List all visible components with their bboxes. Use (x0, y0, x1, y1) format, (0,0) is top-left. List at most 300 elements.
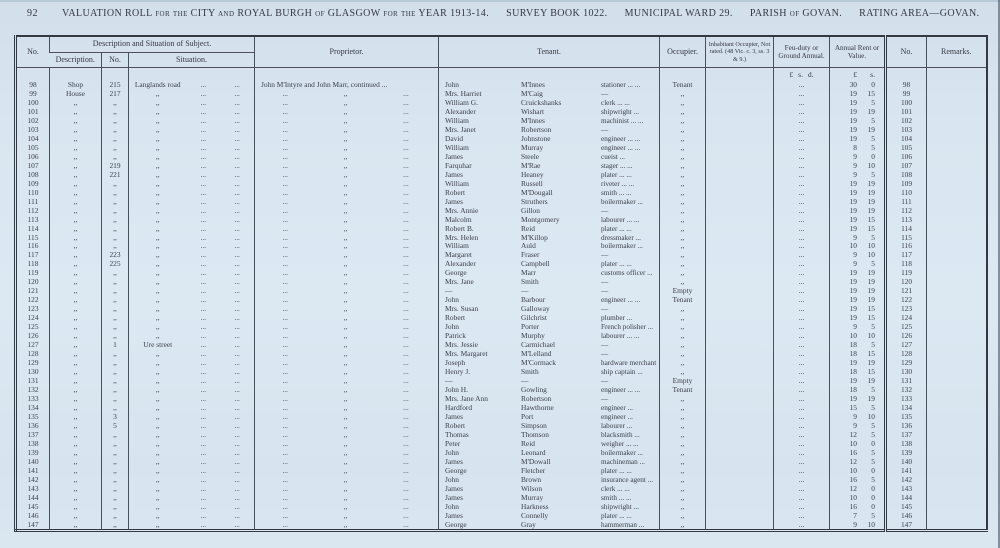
ditto-mark: ,, (343, 457, 348, 466)
situation-cell: ,, ... ... (129, 251, 255, 260)
entry-no-cell: 141 (27, 466, 39, 475)
leader-dots: ... (234, 412, 240, 421)
tenant-forename: Mrs. Susan (445, 305, 479, 314)
annual-rent-cell (830, 198, 886, 207)
tenant-cell (439, 458, 660, 467)
situation-cell: ,, ... ... (129, 494, 255, 503)
table-row (16, 278, 987, 287)
table-row (16, 90, 987, 99)
entry-no-right-cell: 130 (886, 368, 927, 377)
rent-pounds: 19 (849, 116, 857, 125)
rent-shillings: 19 (867, 394, 875, 403)
description-cell: ,, (50, 386, 102, 395)
leader-dots: ... (403, 412, 409, 421)
leader-dots: ... (234, 359, 240, 368)
situation-cell: ,, ... ... (129, 269, 255, 278)
entry-no-right-cell: 144 (886, 494, 927, 503)
tenant-occupation: — (601, 125, 609, 134)
rent-shillings: 5 (871, 170, 875, 179)
leader-dots: ... (234, 493, 240, 502)
tenant-cell (439, 117, 660, 126)
feu-duty-units-label: £ s. d. (774, 68, 830, 82)
situation-cell: ,, ... ... (129, 90, 255, 99)
remarks-cell (927, 90, 987, 99)
ditto-mark: ,, (343, 134, 348, 143)
street-no-cell: 223 (102, 251, 129, 260)
proprietor-cell (255, 314, 439, 323)
table-row (16, 171, 987, 180)
leader-dots: ... (200, 368, 207, 377)
tenant-surname: Reid (521, 439, 535, 448)
tenant-occupation: ship captain ... (601, 368, 643, 377)
occupier-cell: ,, (660, 269, 706, 278)
leader-dots: ... (234, 81, 240, 90)
rent-pounds: 9 (853, 251, 857, 260)
description-cell: ,, (50, 494, 102, 503)
tenant-cell (439, 269, 660, 278)
tenant-cell (439, 449, 660, 458)
tenant-surname: Carmichael (521, 341, 556, 350)
leader-dots: ... (200, 233, 207, 242)
rent-shillings: 0 (871, 152, 875, 161)
parish-label: PARISH of GOVAN. (749, 8, 843, 19)
leader-dots: ... (200, 394, 207, 403)
situation-cell: ,, ... ... (129, 350, 255, 359)
annual-rent-cell (830, 278, 886, 287)
table-row (16, 260, 987, 269)
annual-rent-cell (830, 377, 886, 386)
rent-shillings: 5 (871, 260, 875, 269)
annual-rent-cell (830, 153, 886, 162)
remarks-cell (927, 476, 987, 485)
leader-dots: ... (403, 98, 409, 107)
street-no-cell: ,, (102, 512, 129, 521)
tenant-surname: Port (521, 412, 534, 421)
feu-duty-cell: ... (774, 162, 830, 171)
proprietor-cell (255, 332, 439, 341)
remarks-cell (927, 350, 987, 359)
tenant-occupation: clerk ... ... (601, 98, 630, 107)
rent-pounds: 9 (853, 323, 857, 332)
proprietor-cell (255, 171, 439, 180)
feu-duty-cell: ... (774, 422, 830, 431)
feu-duty-cell: ... (774, 233, 830, 242)
remarks-cell (927, 485, 987, 494)
rent-pounds: 18 (849, 368, 857, 377)
inhabitant-occupier-cell (706, 359, 774, 368)
tenant-surname: Barbour (521, 296, 546, 305)
situation-cell: ,, ... ... (129, 377, 255, 386)
tenant-cell (439, 287, 660, 296)
entry-no-cell: 108 (27, 170, 39, 179)
rent-shillings: 15 (867, 350, 875, 359)
leader-dots: ... (282, 314, 288, 323)
feu-duty-cell: ... (774, 520, 830, 530)
remarks-cell (927, 520, 987, 530)
tenant-forename: Alexander (445, 260, 476, 269)
entry-no-cell: 103 (27, 125, 39, 134)
entry-no-right-cell: 112 (886, 207, 927, 216)
leader-dots: ... (234, 439, 240, 448)
street-no-cell: ,, (102, 207, 129, 216)
street-no-cell: ,, (102, 520, 129, 530)
ditto-mark: ,, (343, 296, 348, 305)
leader-dots: ... (282, 368, 288, 377)
tenant-cell (439, 350, 660, 359)
table-row (16, 449, 987, 458)
table-row (16, 287, 987, 296)
leader-dots: ... (403, 188, 409, 197)
street-no-cell: ,, (102, 126, 129, 135)
feu-duty-cell: ... (774, 287, 830, 296)
occupier-cell: ,, (660, 467, 706, 476)
inhabitant-occupier-cell (706, 350, 774, 359)
tenant-surname: Gray (521, 520, 536, 529)
street-no-cell: ,, (102, 135, 129, 144)
col-header-situation: Situation. (129, 53, 255, 68)
tenant-surname: Murphy (521, 332, 545, 341)
col-header-annual-rent: Annual Rent or Value. (830, 36, 886, 68)
remarks-cell (927, 296, 987, 305)
remarks-cell (927, 171, 987, 180)
rent-shillings: 5 (871, 448, 875, 457)
table-row (16, 269, 987, 278)
rent-pounds: 9 (853, 170, 857, 179)
leader-dots: ... (234, 385, 240, 394)
ditto-mark: ,, (343, 475, 348, 484)
rent-shillings: 15 (867, 305, 875, 314)
rent-shillings: 5 (871, 116, 875, 125)
leader-dots: ... (403, 224, 409, 233)
inhabitant-occupier-cell (706, 467, 774, 476)
entry-no-cell: 129 (27, 359, 39, 368)
table-row (16, 512, 987, 521)
remarks-cell (927, 404, 987, 413)
remarks-cell (927, 260, 987, 269)
tenant-occupation: hardware merchant (601, 359, 657, 368)
description-cell: ,, (50, 269, 102, 278)
tenant-forename: James (445, 152, 464, 161)
entry-no-cell: 144 (27, 493, 39, 502)
situation-cell: ,, ... ... (129, 99, 255, 108)
table-row (16, 225, 987, 234)
occupier-cell: Empty (660, 287, 706, 296)
street-no-cell: ,, (102, 386, 129, 395)
situation-cell: ,, ... ... (129, 431, 255, 440)
annual-rent-cell (830, 233, 886, 242)
situation-cell: ,, ... ... (129, 467, 255, 476)
ditto-mark: ,, (343, 412, 348, 421)
inhabitant-occupier-cell (706, 207, 774, 216)
entry-no-right-cell: 115 (886, 233, 927, 242)
street-no-cell: ,, (102, 368, 129, 377)
entry-no-right-cell: 129 (886, 359, 927, 368)
leader-dots: ... (234, 350, 240, 359)
leader-dots: ... (200, 206, 207, 215)
tenant-forename: Alexander (445, 107, 476, 116)
leader-dots: ... (234, 403, 240, 412)
entry-no-right-cell: 122 (886, 296, 927, 305)
tenant-cell (439, 485, 660, 494)
entry-no-cell: 102 (27, 116, 39, 125)
tenant-cell (439, 476, 660, 485)
description-cell: ,, (50, 251, 102, 260)
proprietor-cell (255, 494, 439, 503)
occupier-cell: ,, (660, 404, 706, 413)
table-row (16, 117, 987, 126)
entry-no-cell: 121 (27, 287, 39, 296)
remarks-cell (927, 449, 987, 458)
tenant-cell (439, 278, 660, 287)
leader-dots: ... (403, 341, 409, 350)
annual-rent-cell (830, 323, 886, 332)
feu-duty-cell: ... (774, 395, 830, 404)
entry-no-right-cell: 106 (886, 153, 927, 162)
tenant-surname: M'Cormack (521, 359, 556, 368)
leader-dots: ... (403, 278, 409, 287)
entry-no-cell: 138 (27, 439, 39, 448)
remarks-cell (927, 233, 987, 242)
proprietor-cell (255, 225, 439, 234)
situation-cell: ,, ... ... (129, 485, 255, 494)
tenant-forename: John (445, 296, 459, 305)
feu-duty-cell: ... (774, 467, 830, 476)
tenant-surname: Connelly (521, 511, 549, 520)
annual-rent-cell (830, 467, 886, 476)
leader-dots: ... (282, 493, 288, 502)
annual-rent-cell (830, 341, 886, 350)
tenant-occupation: engineer ... ... (601, 296, 641, 305)
ditto-mark: ,, (343, 242, 348, 251)
table-row (16, 207, 987, 216)
rent-shillings: 5 (871, 421, 875, 430)
street-no-cell: ,, (102, 305, 129, 314)
tenant-occupation: — (601, 287, 609, 296)
entry-no-cell: 114 (27, 224, 39, 233)
tenant-occupation: blacksmith ... (601, 430, 640, 439)
leader-dots: ... (200, 466, 207, 475)
leader-dots: ... (200, 475, 207, 484)
tenant-occupation: plater ... ... (601, 260, 632, 269)
situation-cell: ,, ... ... (129, 449, 255, 458)
proprietor-cell (255, 350, 439, 359)
description-cell: ,, (50, 108, 102, 117)
leader-dots: ... (403, 206, 409, 215)
situation-cell: ,, ... ... (129, 162, 255, 171)
entry-no-right-cell: 109 (886, 180, 927, 189)
leader-dots: ... (234, 305, 240, 314)
leader-dots: ... (282, 179, 288, 188)
ditto-mark: ,, (343, 287, 348, 296)
proprietor-cell (255, 413, 439, 422)
leader-dots: ... (234, 143, 240, 152)
inhabitant-occupier-cell (706, 233, 774, 242)
occupier-cell: ,, (660, 180, 706, 189)
annual-rent-cell (830, 108, 886, 117)
inhabitant-occupier-cell (706, 99, 774, 108)
entry-no-cell: 101 (27, 107, 39, 116)
leader-dots: ... (282, 197, 288, 206)
street-no-cell: ,, (102, 233, 129, 242)
tenant-occupation: shipwright ... (601, 502, 639, 511)
tenant-occupation: machinist ... ... (601, 116, 644, 125)
proprietor-cell (255, 162, 439, 171)
rent-shillings: 15 (867, 89, 875, 98)
leader-dots: ... (282, 206, 288, 215)
description-cell: ,, (50, 296, 102, 305)
rating-area-label: RATING AREA—GOVAN. (859, 8, 980, 19)
tenant-cell (439, 494, 660, 503)
ditto-mark: ,, (343, 179, 348, 188)
leader-dots: ... (403, 475, 409, 484)
leader-dots: ... (403, 376, 409, 385)
leader-dots: ... (403, 170, 409, 179)
annual-rent-cell (830, 494, 886, 503)
tenant-occupation: clerk ... ... (601, 484, 630, 493)
tenant-cell (439, 422, 660, 431)
entry-no-right-cell: 142 (886, 476, 927, 485)
tenant-occupation: labourer ... ... (601, 332, 640, 341)
table-row (16, 233, 987, 242)
annual-rent-cell (830, 476, 886, 485)
tenant-cell (439, 377, 660, 386)
ditto-mark: ,, (343, 484, 348, 493)
leader-dots: ... (282, 332, 288, 341)
rent-shillings: 19 (867, 278, 875, 287)
table-row (16, 198, 987, 207)
street-no-cell: ,, (102, 350, 129, 359)
table-row (16, 494, 987, 503)
inhabitant-occupier-cell (706, 260, 774, 269)
leader-dots: ... (282, 287, 288, 296)
tenant-forename: George (445, 269, 467, 278)
occupier-cell: ,, (660, 251, 706, 260)
tenant-cell (439, 225, 660, 234)
tenant-surname: Gilchrist (521, 314, 547, 323)
leader-dots: ... (234, 323, 240, 332)
tenant-surname: Galloway (521, 305, 550, 314)
situation-cell: ,, ... ... (129, 108, 255, 117)
inhabitant-occupier-cell (706, 251, 774, 260)
inhabitant-occupier-cell (706, 269, 774, 278)
table-row (16, 126, 987, 135)
description-cell: ,, (50, 305, 102, 314)
occupier-cell: ,, (660, 278, 706, 287)
inhabitant-occupier-cell (706, 296, 774, 305)
tenant-surname: Harkness (521, 502, 549, 511)
leader-dots: ... (200, 215, 207, 224)
feu-duty-cell: ... (774, 180, 830, 189)
rent-shillings: 0 (871, 484, 875, 493)
leader-dots: ... (403, 421, 409, 430)
leader-dots: ... (403, 448, 409, 457)
occupier-cell: ,, (660, 368, 706, 377)
entry-no-cell: 136 (27, 421, 39, 430)
proprietor-cell (255, 395, 439, 404)
tenant-cell (439, 413, 660, 422)
proprietor-cell (255, 449, 439, 458)
ditto-mark: ,, (343, 215, 348, 224)
occupier-cell: ,, (660, 216, 706, 225)
situation-cell: ,, ... ... (129, 287, 255, 296)
leader-dots: ... (403, 466, 409, 475)
feu-duty-cell: ... (774, 503, 830, 512)
occupier-cell: ,, (660, 189, 706, 198)
leader-dots: ... (282, 107, 288, 116)
remarks-cell (927, 225, 987, 234)
leader-dots: ... (234, 107, 240, 116)
annual-rent-cell (830, 332, 886, 341)
leader-dots: ... (403, 242, 409, 251)
description-cell: ,, (50, 242, 102, 251)
leader-dots: ... (200, 107, 207, 116)
inhabitant-occupier-cell (706, 314, 774, 323)
rent-shillings: 5 (871, 134, 875, 143)
survey-book-label: SURVEY BOOK 1022. (506, 8, 608, 19)
tenant-occupation: — (601, 377, 609, 385)
leader-dots: ... (200, 224, 207, 233)
feu-duty-cell: ... (774, 198, 830, 207)
leader-dots: ... (234, 475, 240, 484)
tenant-cell (439, 189, 660, 198)
leader-dots: ... (403, 493, 409, 502)
description-cell: ,, (50, 117, 102, 126)
remarks-cell (927, 117, 987, 126)
leader-dots: ... (282, 475, 288, 484)
entry-no-right-cell: 143 (886, 485, 927, 494)
situation-cell: ,, ... ... (129, 368, 255, 377)
leader-dots: ... (403, 403, 409, 412)
street-no-cell: ,, (102, 476, 129, 485)
tenant-occupation: — (601, 251, 609, 260)
remarks-cell (927, 422, 987, 431)
leader-dots: ... (282, 143, 288, 152)
table-row (16, 99, 987, 108)
tenant-cell (439, 108, 660, 117)
street-no-cell: 221 (102, 171, 129, 180)
tenant-surname: Fraser (521, 251, 540, 260)
street-no-cell: 215 (102, 81, 129, 90)
proprietor-cell (255, 99, 439, 108)
rent-shillings: 19 (867, 107, 875, 116)
inhabitant-occupier-cell (706, 153, 774, 162)
entry-no-cell: 116 (27, 242, 39, 251)
street-no-cell: ,, (102, 180, 129, 189)
leader-dots: ... (403, 305, 409, 314)
tenant-cell (439, 395, 660, 404)
proprietor-cell (255, 377, 439, 386)
description-cell: ,, (50, 422, 102, 431)
rent-pounds: 7 (853, 511, 857, 520)
annual-rent-cell (830, 512, 886, 521)
tenant-cell (439, 144, 660, 153)
rent-shillings: 0 (871, 466, 875, 475)
table-row (16, 180, 987, 189)
street-no-cell: ,, (102, 314, 129, 323)
leader-dots: ... (234, 278, 240, 287)
feu-duty-cell: ... (774, 341, 830, 350)
table-row (16, 520, 987, 530)
leader-dots: ... (200, 260, 207, 269)
leader-dots: ... (403, 350, 409, 359)
entry-no-cell: 111 (27, 197, 39, 206)
ditto-mark: ,, (343, 332, 348, 341)
occupier-cell: ,, (660, 153, 706, 162)
annual-rent-cell (830, 126, 886, 135)
description-cell: ,, (50, 180, 102, 189)
feu-duty-cell: ... (774, 305, 830, 314)
entry-no-cell: 120 (27, 278, 39, 287)
